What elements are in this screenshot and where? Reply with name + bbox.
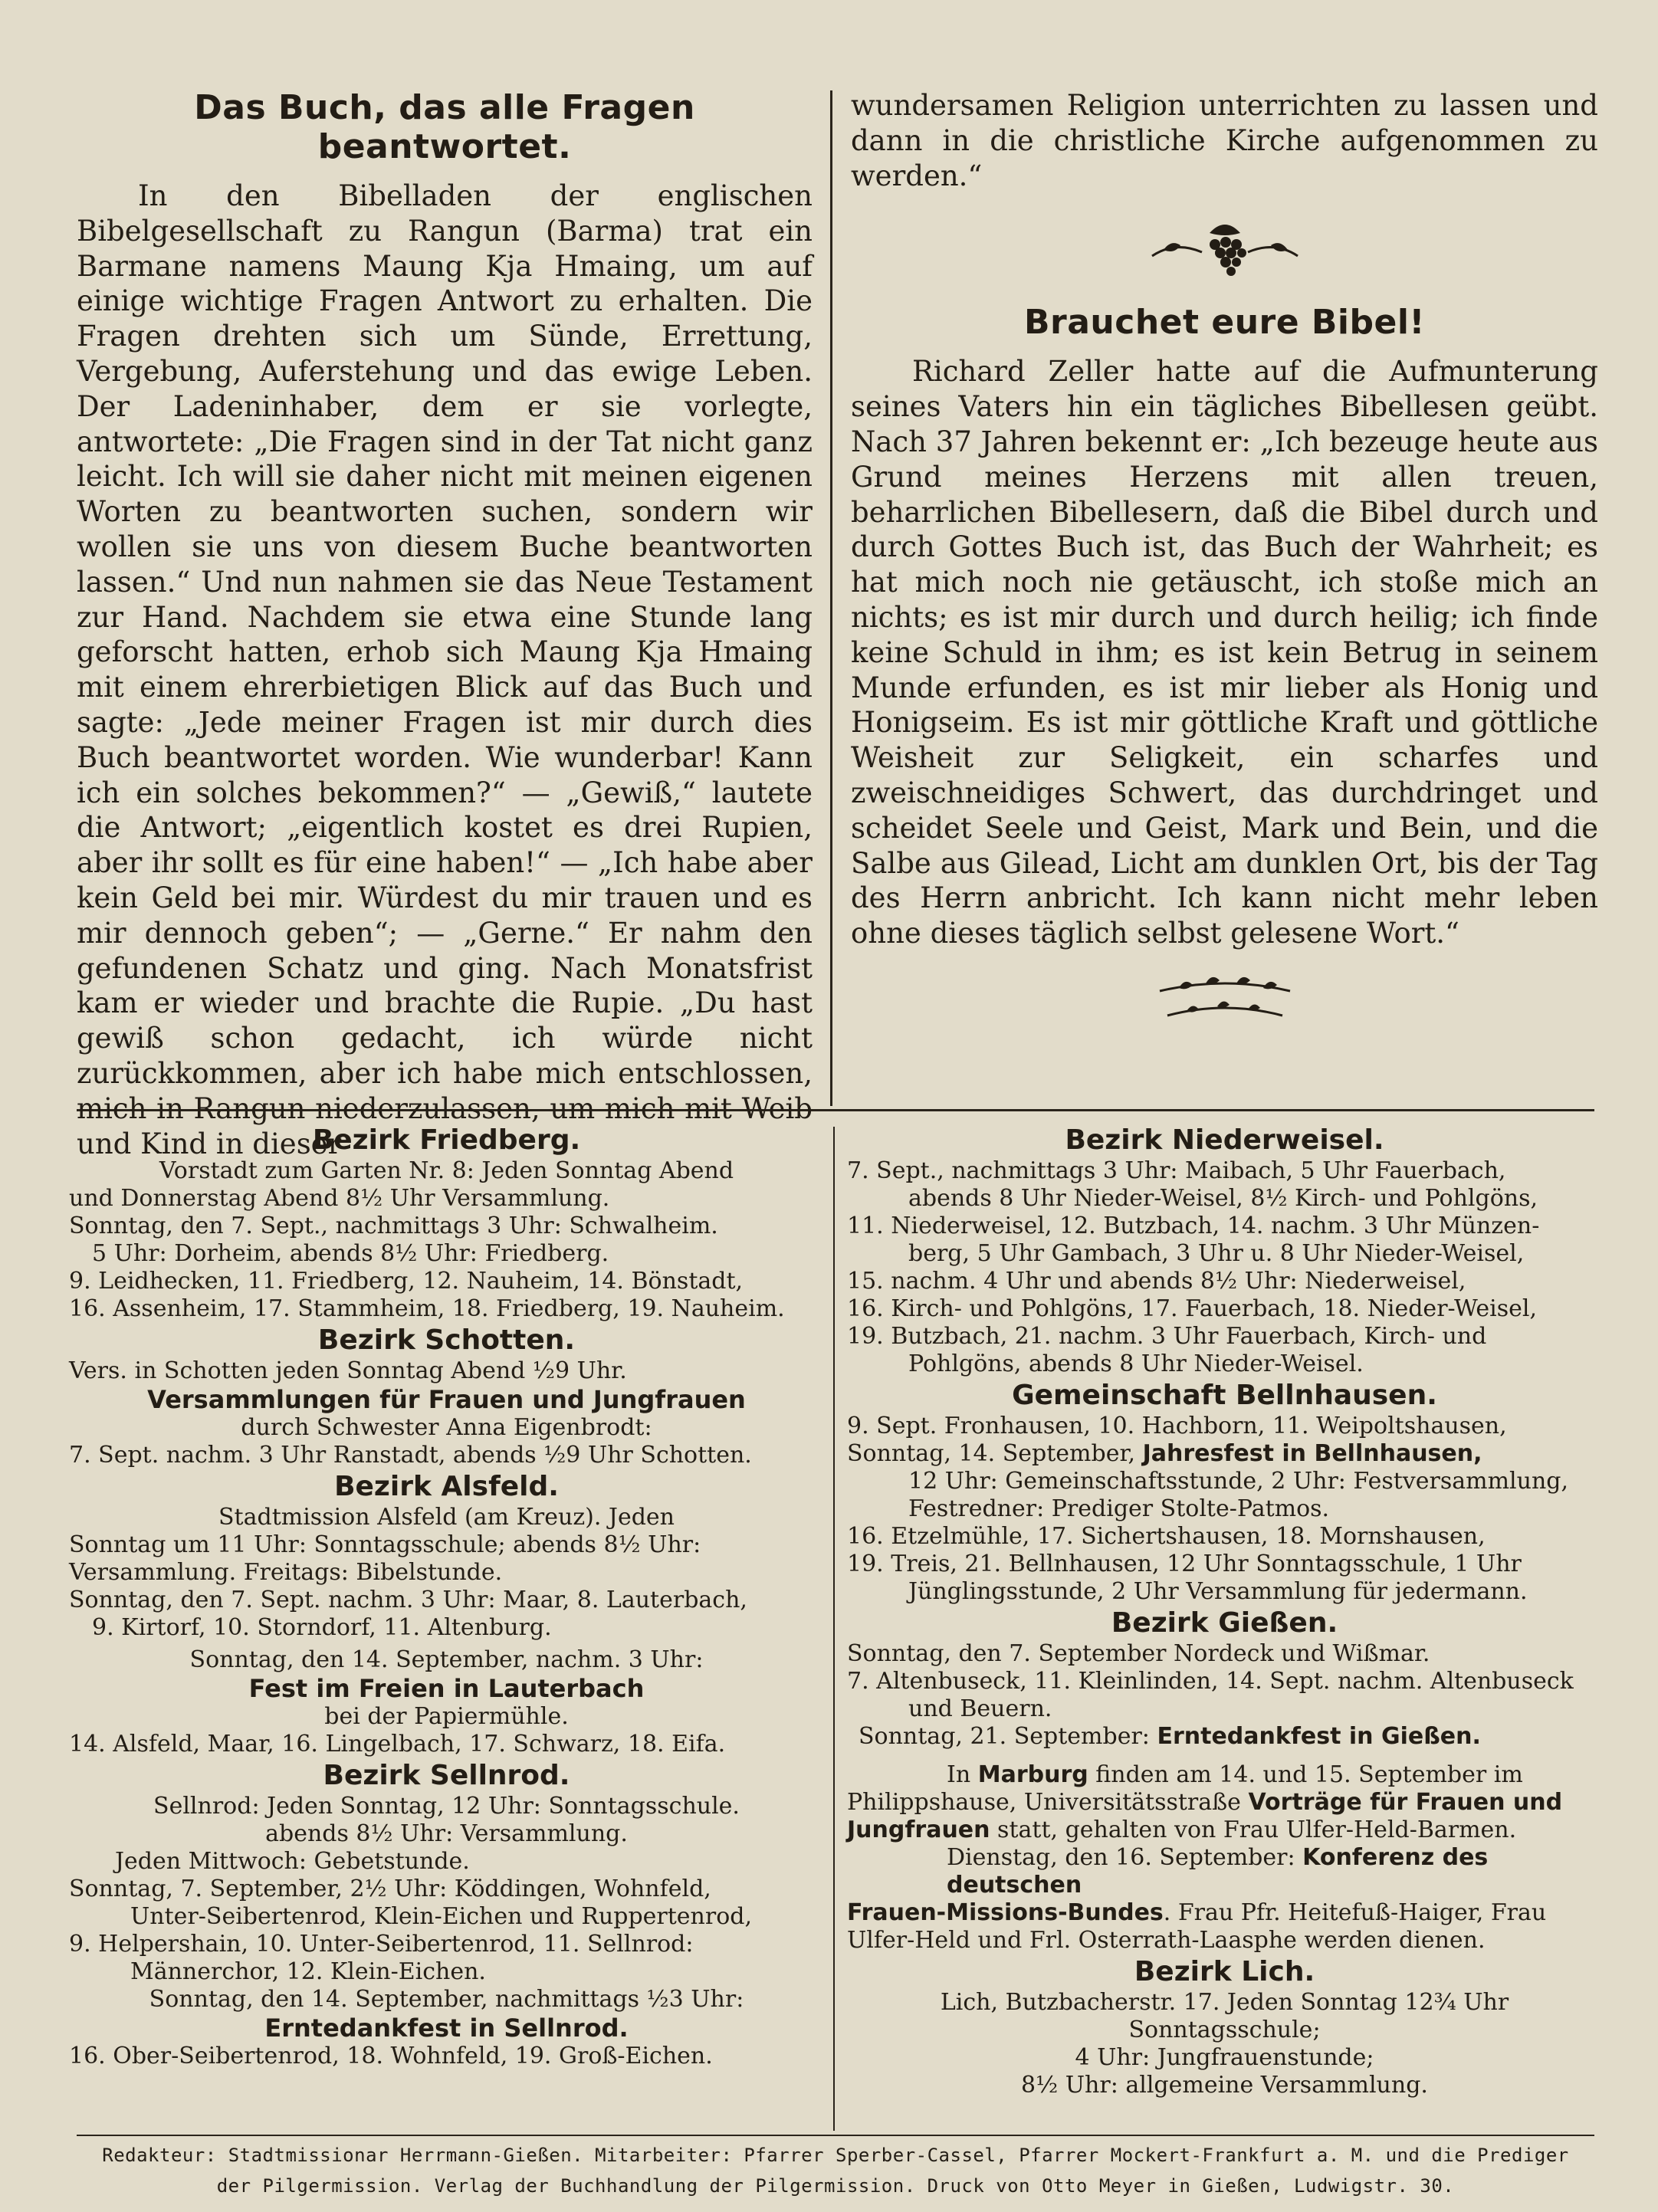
announcement-line: Festredner: Prediger Stolte-Patmos. <box>908 1495 1330 1522</box>
announcement-line: Jünglingsstunde, 2 Uhr Versammlung für jedermann. <box>908 1578 1528 1605</box>
announcement-line: 5 Uhr: Dorheim, abends 8½ Uhr: Friedberg. <box>92 1240 609 1267</box>
district-title: Bezirk Sellnrod. <box>323 1760 570 1791</box>
announcement-line: Stadtmission Alsfeld (am Kreuz). Jeden <box>218 1504 675 1531</box>
announcement-line: 4 Uhr: Jungfrauenstunde; <box>1075 2044 1374 2071</box>
announcement-line: Versammlung. Freitags: Bibelstunde. <box>69 1559 503 1586</box>
announcement-line: Sonntag, den 14. September, nachm. 3 Uhr: <box>189 1646 704 1673</box>
announcement-line: Ulfer-Held und Frl. Osterrath-Laasphe werden dienen. <box>847 1927 1486 1954</box>
announcement-line: 14. Alsfeld, Maar, 16. Lingelbach, 17. Schwarz, 18. Eifa. <box>69 1731 726 1757</box>
district-alsfeld <box>69 1471 824 1758</box>
announcement-text: statt, gehalten von Frau Ulfer-Held-Barmen. <box>990 1817 1517 1843</box>
announcement-line: 19. Butzbach, 21. nachm. 3 Uhr Fauerbach, Kirch- und <box>847 1323 1487 1350</box>
announcement-line <box>847 1817 1602 1844</box>
district-niederweisel <box>847 1124 1602 1378</box>
district-sellnrod <box>69 1760 824 2070</box>
announcement-line: Männerchor, 12. Klein-Eichen. <box>130 1958 486 1985</box>
imprint-line: der Pilgermission. Verlag der Buchhandlung der Pilgermission. Druck von Otto Meyer in Gießen, Ludwigstr. 30. <box>216 2175 1455 2197</box>
announcement-text: Philippshause, Universitätsstraße <box>847 1789 1249 1816</box>
announcement-line <box>847 1761 1602 1789</box>
district-title: Bezirk Gießen. <box>1111 1607 1338 1639</box>
event-highlight: Erntedankfest in Sellnrod. <box>264 2013 629 2043</box>
imprint-footer <box>77 2140 1594 2201</box>
event-highlight: Frauen-Missions-Bundes <box>847 1899 1164 1926</box>
announcement-line: 9. Helpershain, 10. Unter-Seibertenrod, 11. Sellnrod: <box>69 1931 694 1958</box>
announcement-line: und Donnerstag Abend 8½ Uhr Versammlung. <box>69 1185 610 1212</box>
district-title: Bezirk Friedberg. <box>312 1124 581 1156</box>
announcement-line: Lich, Butzbacherstr. 17. Jeden Sonntag 12¾ Uhr <box>940 1989 1509 2016</box>
article-continuation: wundersamen Religion unterrichten zu lassen und dann in die christliche Kirche aufgenommen zu werden.“ <box>851 89 1598 192</box>
announcement-text: In <box>947 1761 978 1788</box>
announcement-line: 9. Kirtorf, 10. Storndorf, 11. Altenburg. <box>92 1614 552 1641</box>
announcement-line: 9. Leidhecken, 11. Friedberg, 12. Nauheim, 14. Bönstadt, <box>69 1268 744 1295</box>
announcement-line: abends 8 Uhr Nieder-Weisel, 8½ Kirch- und Pohlgöns, <box>908 1185 1538 1212</box>
announcement-line: Sellnrod: Jeden Sonntag, 12 Uhr: Sonntagsschule. <box>153 1793 740 1820</box>
announcement-text: . Frau Pfr. Heitefuß-Haiger, Frau <box>1163 1899 1547 1926</box>
announcement-text: Sonntag, 14. September, <box>847 1440 1136 1467</box>
announcement-line: Sonntag, den 7. September Nordeck und Wißmar. <box>847 1640 1430 1667</box>
announcement-line: 7. Sept., nachmittags 3 Uhr: Maibach, 5 Uhr Fauerbach, <box>847 1157 1506 1184</box>
announcement-line: 19. Treis, 21. Bellnhausen, 12 Uhr Sonntagsschule, 1 Uhr <box>847 1551 1522 1577</box>
announcement-line: Unter-Seibertenrod, Klein-Eichen und Ruppertenrod, <box>130 1903 753 1930</box>
announcement-line: Sonntag, den 7. Sept. nachm. 3 Uhr: Maar, 8. Lauterbach, <box>69 1587 747 1613</box>
district-schotten <box>69 1324 824 1469</box>
vine-ornament-icon <box>851 968 1598 1032</box>
district-title: Bezirk Schotten. <box>317 1324 576 1356</box>
place-highlight: Marburg <box>977 1761 1088 1788</box>
announcement-line: Vers. in Schotten jeden Sonntag Abend ½9 Uhr. <box>69 1357 627 1384</box>
column-divider-top <box>830 90 832 1106</box>
announcement-line: 8½ Uhr: allgemeine Versammlung. <box>1021 2072 1428 2099</box>
district-bellnhausen <box>847 1380 1602 1606</box>
announcement-line <box>847 1844 1602 1899</box>
event-highlight: Fest im Freien in Lauterbach <box>248 1674 645 1703</box>
district-title: Bezirk Lich. <box>1134 1956 1315 1987</box>
announcement-line: 16. Assenheim, 17. Stammheim, 18. Friedberg, 19. Nauheim. <box>69 1295 785 1322</box>
district-giessen <box>847 1607 1602 1751</box>
announcement-line: bei der Papiermühle. <box>324 1703 569 1730</box>
announcement-line: abends 8½ Uhr: Versammlung. <box>265 1820 628 1847</box>
announcement-line <box>847 1440 1602 1468</box>
column-divider-bottom <box>833 1127 835 2131</box>
announcement-line: Vorstadt zum Garten Nr. 8: Jeden Sonntag Abend <box>159 1157 734 1184</box>
district-lich <box>847 1956 1602 2099</box>
article-bibel-buch <box>77 88 813 1161</box>
announcements-right <box>847 1123 1602 2099</box>
grape-ornament-icon <box>851 210 1598 286</box>
announcement-line: und Beuern. <box>908 1695 1052 1722</box>
announcement-line <box>847 1789 1602 1817</box>
event-highlight: Jungfrauen <box>847 1817 990 1843</box>
imprint-line: Redakteur: Stadtmissionar Herrmann-Gießen. Mitarbeiter: Pfarrer Sperber-Cassel, Pfarrer Mockert-Frankfurt a. M. und die Prediger <box>102 2145 1569 2166</box>
announcement-line: Sonntag um 11 Uhr: Sonntagsschule; abends 8½ Uhr: <box>69 1531 701 1558</box>
district-title: Bezirk Alsfeld. <box>334 1471 559 1502</box>
announcement-line: 12 Uhr: Gemeinschaftsstunde, 2 Uhr: Festversammlung, <box>908 1468 1569 1495</box>
announcement-line <box>847 1723 1602 1751</box>
announcement-line: 7. Sept. nachm. 3 Uhr Ranstadt, abends ½9 Uhr Schotten. <box>69 1442 752 1469</box>
announcement-line: 16. Etzelmühle, 17. Sichertshausen, 18. Mornshausen, <box>847 1523 1486 1550</box>
announcement-line: Sonntag, den 14. September, nachmittags ½3 Uhr: <box>149 1986 744 2013</box>
announcement-line: durch Schwester Anna Eigenbrodt: <box>241 1414 652 1441</box>
marburg-notice <box>847 1761 1602 1954</box>
district-title: Bezirk Niederweisel. <box>1065 1124 1384 1156</box>
announcement-line: Sonntagsschule; <box>1128 2017 1321 2043</box>
announcement-line: 15. nachm. 4 Uhr und abends 8½ Uhr: Niederweisel, <box>847 1268 1466 1295</box>
announcement-line: 16. Kirch- und Pohlgöns, 17. Fauerbach, 18. Nieder-Weisel, <box>847 1295 1538 1322</box>
event-highlight: Erntedankfest in Gießen. <box>1157 1723 1481 1750</box>
district-friedberg <box>69 1124 824 1323</box>
event-highlight: Versammlungen für Frauen und Jungfrauen <box>147 1385 746 1414</box>
event-highlight: Konferenz des deutschen <box>947 1844 1489 1899</box>
announcement-line: Sonntag, 7. September, 2½ Uhr: Köddingen, Wohnfeld, <box>69 1876 711 1902</box>
article-title: Das Buch, das alle Fragen beantwortet. <box>194 88 695 166</box>
announcement-line: 16. Ober-Seibertenrod, 18. Wohnfeld, 19. Groß-Eichen. <box>69 2043 713 2069</box>
announcement-line: berg, 5 Uhr Gambach, 3 Uhr u. 8 Uhr Nieder-Weisel, <box>908 1240 1525 1267</box>
announcement-line: 11. Niederweisel, 12. Butzbach, 14. nachm. 3 Uhr Münzen- <box>847 1213 1540 1239</box>
announcement-line: Pohlgöns, abends 8 Uhr Nieder-Weisel. <box>908 1351 1364 1377</box>
article-column-right <box>851 88 1598 1049</box>
article-title: Brauchet eure Bibel! <box>1024 303 1425 343</box>
announcement-text: Dienstag, den 16. September: <box>947 1844 1303 1871</box>
announcement-line: Jeden Mittwoch: Gebetstunde. <box>115 1848 470 1875</box>
district-title: Gemeinschaft Bellnhausen. <box>1012 1380 1437 1411</box>
article-body: Richard Zeller hatte auf die Aufmunterung seines Vaters hin ein tägliches Bibellesen geübt. Nach 37 Jahren bekennt er: „Ich bezeuge heute aus Grund meines Herzens mit allen treuen, beharrlichen Bibellesern, daß die Bibel durch und durch Gottes Buch ist, das Buch der Wahrheit; es hat mich noch nie getäuscht, ich stoße mich an nichts; es ist mir durch und durch heilig; ich finde keine Schuld in ihm; es ist kein Betrug in seinem Munde erfunden, es ist mir lieber als Honig und Honigseim. Es ist mir göttliche Kraft und göttliche Weisheit zur Seligkeit, ein scharfes und zweischneidiges Schwert, das durchdringet und scheidet Seele und Geist, Mark und Bein, und die Salbe aus Gilead, Licht am dunklen Ort, bis der Tag des Herrn anbricht. Ich kann nicht mehr leben ohne dieses täglich selbst gelesene Wort.“ <box>851 355 1598 950</box>
announcements-left <box>69 1123 824 2070</box>
announcement-line: 9. Sept. Fronhausen, 10. Hachborn, 11. Weipoltshausen, <box>847 1413 1507 1439</box>
event-highlight: Vorträge für Frauen und <box>1248 1789 1563 1816</box>
footer-divider <box>77 2135 1594 2136</box>
announcement-text: Sonntag, 21. September: <box>859 1723 1150 1750</box>
announcement-text: finden am 14. und 15. September im <box>1088 1761 1523 1788</box>
announcement-line <box>847 1899 1602 1927</box>
announcement-line: Sonntag, den 7. Sept., nachmittags 3 Uhr: Schwalheim. <box>69 1213 718 1239</box>
announcement-line: 7. Altenbuseck, 11. Kleinlinden, 14. Sept. nachm. Altenbuseck <box>847 1668 1574 1695</box>
article-body: In den Bibelladen der englischen Bibelgesellschaft zu Rangun (Barma) trat ein Barmane namens Maung Kja Hmaing, um auf einige wichtige Fragen Antwort zu erhalten. Die Fragen drehten sich um Sünde, Errettung, Vergebung, Auferstehung und das ewige Leben. Der Ladeninhaber, dem er sie vorlegte, antwortete: „Die Fragen sind in der Tat nicht ganz leicht. Ich will sie daher nicht mit meinen eigenen Worten zu beantworten suchen, sondern wir wollen sie uns von diesem Buche beantworten lassen.“ Und nun nahmen sie das Neue Testament zur Hand. Nachdem sie etwa eine Stunde lang geforscht hatten, erhob sich Maung Kja Hmaing mit einem ehrerbietigen Blick auf das Buch und sagte: „Jede meiner Fragen ist mir durch dies Buch beantwortet worden. Wie wunderbar! Kann ich ein solches bekommen?“ — „Gewiß,“ lautete die Antwort; „eigentlich kostet es drei Rupien, aber ihr sollt es für eine haben!“ — „Ich habe aber kein Geld bei mir. Würdest du mir trauen und es mir dennoch geben“; — „Gerne.“ Er nahm den gefundenen Schatz und ging. Nach Monatsfrist kam er wieder und brachte die Rupie. „Du hast gewiß schon gedacht, ich würde nicht zurückkommen, aber ich habe mich entschlossen, mich in Rangun niederzulassen, um mich mit Weib und Kind in dieser <box>77 179 813 1160</box>
event-highlight: Jahresfest in Bellnhausen, <box>1142 1440 1482 1467</box>
